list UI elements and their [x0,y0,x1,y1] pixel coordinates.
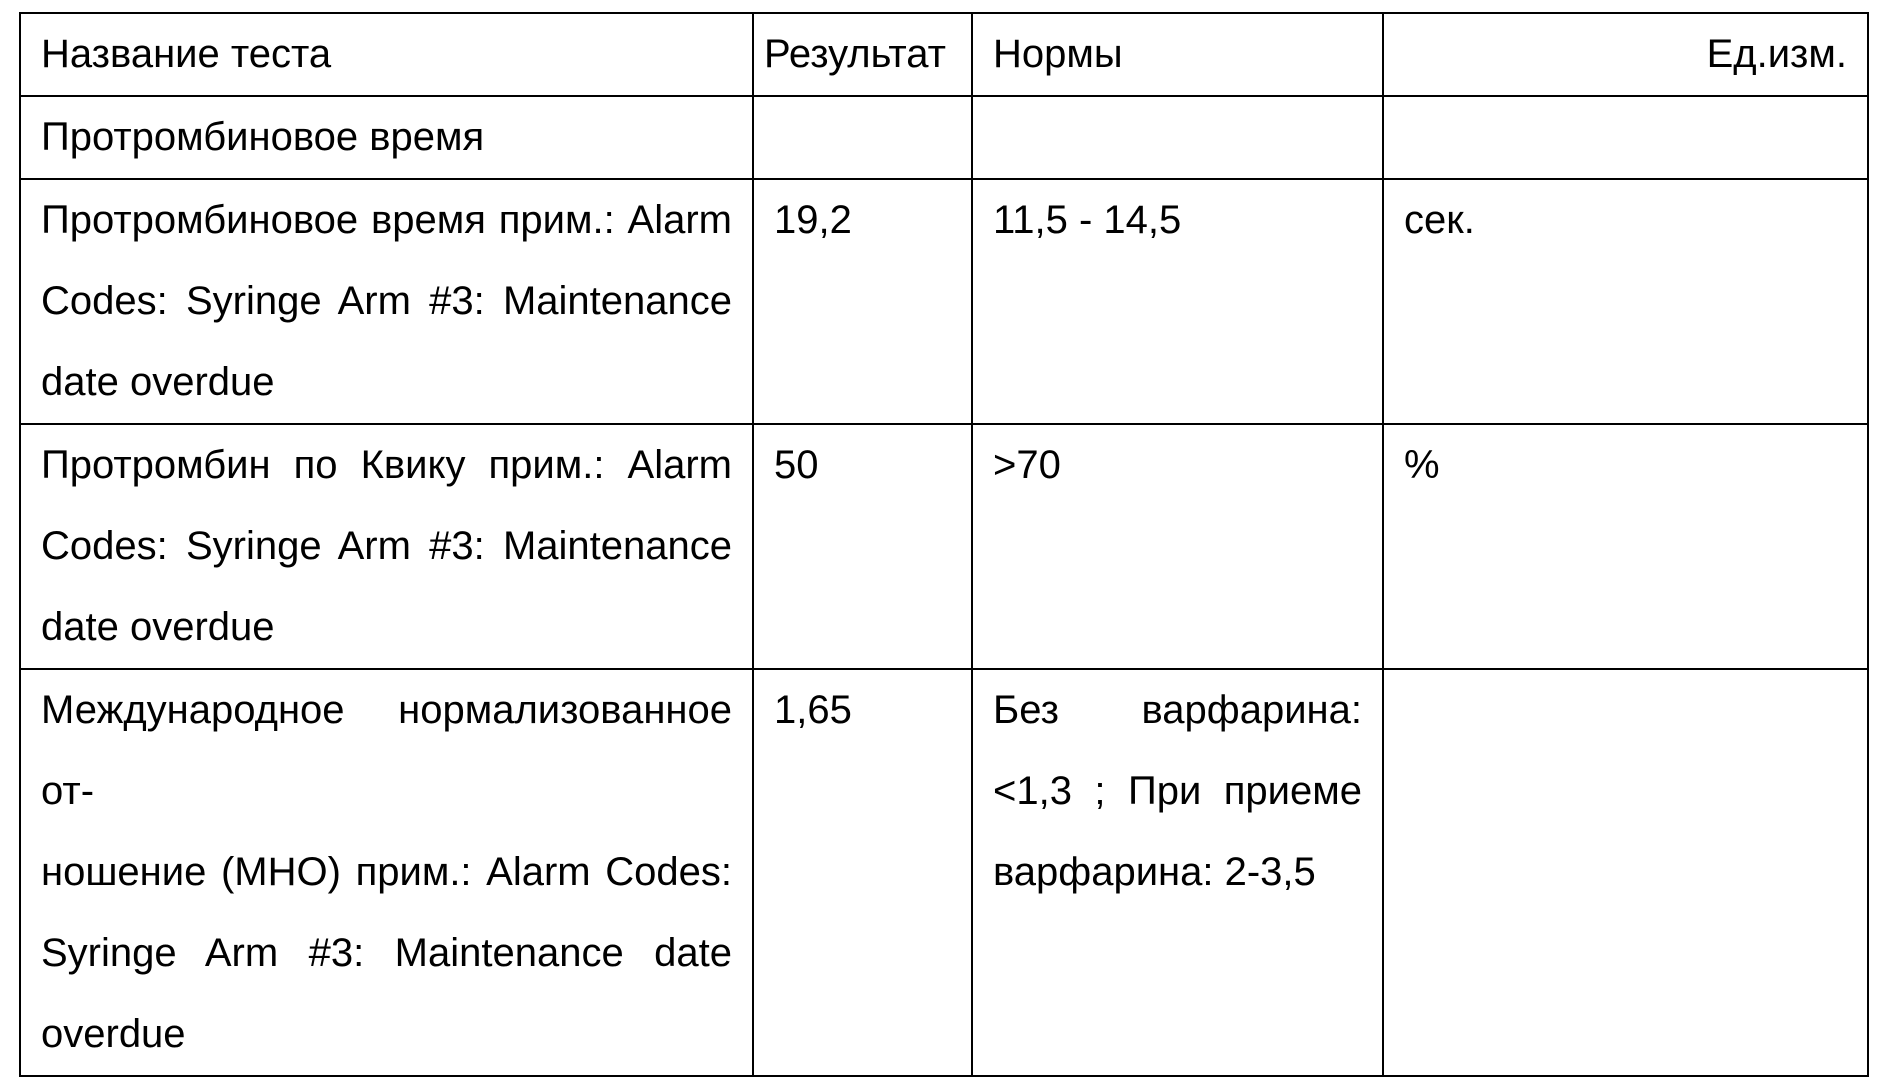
table-row [20,179,1868,424]
test-name-cell [20,424,753,669]
lab-results-table [19,12,1869,1077]
test-name-line: Codes: Syringe Arm #3: Maintenance [41,524,732,568]
unit-value: % [1383,424,1868,669]
test-name-cell [20,179,753,424]
test-name-line: Syringe Arm #3: Maintenance date [41,931,732,975]
test-name-cell [20,669,753,1076]
norms-line: варфарина: 2-3,5 [993,850,1316,894]
table-header-row [20,13,1868,96]
test-name-text [41,425,732,668]
result-value: 50 [753,424,972,669]
norms-line: <1,3 ; При приеме [993,769,1362,813]
norms-cell [972,424,1383,669]
test-name-text [41,670,732,1075]
norms-line: >70 [993,443,1061,487]
norms-cell [972,179,1383,424]
test-name-line: Codes: Syringe Arm #3: Maintenance [41,279,732,323]
unit-value [1383,669,1868,1076]
unit-value: сек. [1383,179,1868,424]
header-norms: Нормы [972,13,1383,96]
norms-line: Без варфарина: [993,688,1362,732]
test-name-line: overdue [41,1012,186,1056]
group-unit [1383,96,1868,179]
table-row [20,669,1868,1076]
test-name-line: Международное нормализованное от- [41,688,732,813]
table-row [20,424,1868,669]
header-result: Результат [753,13,972,96]
result-value: 1,65 [753,669,972,1076]
group-name: Протромбиновое время [20,96,753,179]
group-result [753,96,972,179]
norms-cell [972,669,1383,1076]
lab-results-document [19,12,1869,1077]
test-name-line: date overdue [41,360,275,404]
header-unit: Ед.изм. [1383,13,1868,96]
test-name-line: Протромбин по Квику прим.: Alarm [41,443,732,487]
header-test-name: Название теста [20,13,753,96]
test-name-line: ношение (МНО) прим.: Alarm Codes: [41,850,732,894]
test-name-text [41,180,732,423]
norms-line: 11,5 - 14,5 [993,198,1182,242]
test-name-line: Протромбиновое время прим.: Alarm [41,198,732,242]
test-name-line: date overdue [41,605,275,649]
result-value: 19,2 [753,179,972,424]
group-row [20,96,1868,179]
group-norms [972,96,1383,179]
